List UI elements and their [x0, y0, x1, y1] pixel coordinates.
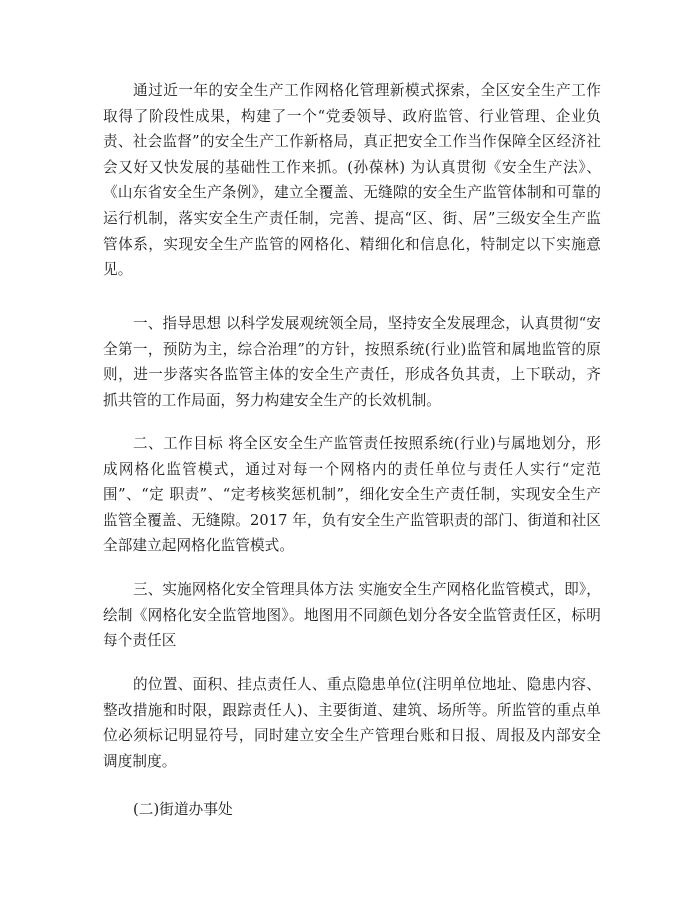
implementation-method-paragraph: 三、实施网格化安全管理具体方法 实施安全生产网格化监管模式，即》，绘制《网格化安全监管地图》。地图用不同颜色划分各安全监管责任区，标明每个责任区: [103, 581, 601, 650]
work-goal-paragraph: 二、工作目标 将全区安全生产监管责任按照系统(行业)与属地划分，形成网格化监管模式，通过对每一个网格内的责任单位与责任人实行“定范围”、“定 职责”、“定考核奖惩机制”，细化安全生产责任制，实现安全生产监管全覆盖、无缝隙。2017 年，负有安全生产监管职责的部门、街道和社区全部建立起网格化监管模式。: [103, 435, 601, 555]
intro-paragraph: 通过近一年的安全生产工作网格化管理新模式探索，全区安全生产工作取得了阶段性成果，构建了一个“党委领导、政府监管、行业管理、企业负责、社会监督”的安全生产工作新格局，真正把安全工作当作保障全区经济社会又好又快发展的基础性工作来抓。(孙葆林) 为认真贯彻《安全生产法》、《山东省安全生产条例》，建立全覆盖、无缝隙的安全生产监管体制和可靠的运行机制，落实安全生产责任制，完善、提高“区、街、居”三级安全生产监管体系，实现安全生产监管的网格化、精细化和信息化，特制定以下实施意见。: [103, 82, 601, 279]
subsection-heading-street-office: (二)街道办事处: [133, 801, 233, 818]
guiding-ideology-paragraph: 一、指导思想 以科学发展观统领全局，坚持安全发展理念，认真贯彻“安全第一，预防为主，综合治理”的方针，按照系统(行业)监管和属地监管的原则，进一步落实各监管主体的安全生产责任，形成各负其责，上下联动，齐抓共管的工作局面，努力构建安全生产的长效机制。: [103, 315, 601, 409]
responsibility-area-details-paragraph: 的位置、面积、挂点责任人、重点隐患单位(注明单位地址、隐患内容、整改措施和时限，跟踪责任人)、主要街道、建筑、场所等。所监管的重点单位必须标记明显符号，同时建立安全生产管理台账和日报、周报及内部安全调度制度。: [103, 676, 601, 770]
